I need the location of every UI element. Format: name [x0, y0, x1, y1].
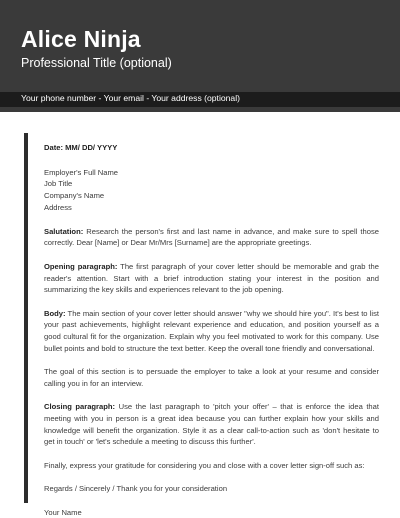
salutation-label: Salutation:	[44, 226, 84, 236]
closing-text: Use the last paragraph to 'pitch your offer' – that is enforce the idea that meeting with you in person is a great idea because you can further explain how your skills and knowledge will benefit the organization. Style it as a clear call-to-action such as 'don't hesitate to get in touch' or 'let's schedule a meeting to discuss this further'.	[44, 402, 379, 447]
contact-details: Your phone number - Your email - Your address (optional)	[21, 93, 240, 103]
body-paragraph	[44, 308, 379, 354]
contact-bar	[0, 92, 400, 107]
salutation-text: Research the person's first and last name in advance, and make sure to spell those correctly. Dear [Name] or Dear Mr/Mrs [Surname] are the appropriate greetings.	[44, 226, 379, 248]
gratitude-paragraph: Finally, express your gratitude for considering you and close with a cover letter sign-off such as:	[44, 460, 365, 470]
opening-paragraph	[44, 261, 379, 296]
body-text: The main section of your cover letter should answer "why we should hire you". It's best to list your past achievements, highlight relevant experience and education, and position yourself as a good cultural fit for the organization. Explain why you feel motivated to work for this company. Use bullet points and bold to structure the text better. Keep the overall tone friendly and conversational.	[44, 308, 379, 353]
header-divider	[0, 107, 400, 112]
goal-paragraph: The goal of this section is to persuade the employer to take a look at your resume and consider calling you in for an interview.	[44, 367, 379, 388]
candidate-name: Alice Ninja	[21, 26, 141, 52]
closing-label: Closing paragraph:	[44, 402, 116, 412]
letter-date: Date: MM/ DD/ YYYY	[44, 143, 118, 152]
opening-label: Opening paragraph:	[44, 261, 118, 271]
letter-body	[44, 142, 379, 518]
opening-text: The first paragraph of your cover letter should be memorable and grab the reader's attention. Start with a brief introduction stating your interest in the position and summarizing the key skills and experiences relevant to the job opening.	[44, 261, 379, 295]
recipient-address	[44, 167, 379, 214]
accent-sidebar	[24, 133, 28, 503]
signature-name: Your Name	[44, 507, 82, 517]
signoff-line: Regards / Sincerely / Thank you for your consideration	[44, 484, 228, 494]
recipient-company: Company's Name	[44, 191, 105, 201]
body-label: Body:	[44, 308, 66, 318]
professional-title: Professional Title (optional)	[21, 56, 172, 70]
header-banner	[0, 0, 400, 92]
recipient-address-line: Address	[44, 202, 72, 212]
closing-paragraph	[44, 401, 379, 447]
salutation-paragraph	[44, 226, 379, 249]
recipient-name: Employer's Full Name	[44, 167, 119, 177]
recipient-job-title: Job Title	[44, 179, 73, 189]
